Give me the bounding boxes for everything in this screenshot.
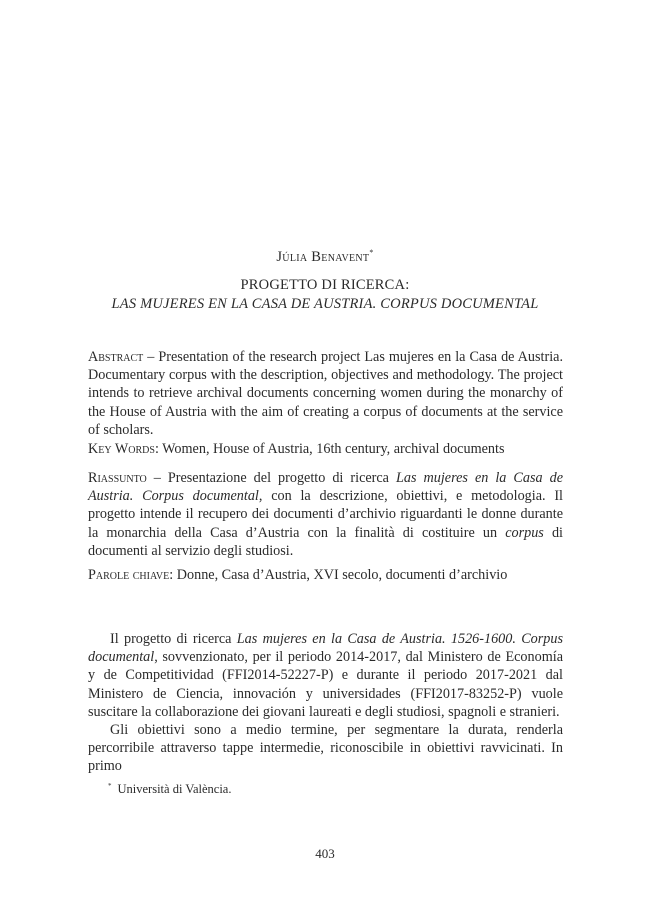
riassunto-text-a: Presentazione del progetto di ricerca	[167, 470, 396, 486]
riassunto	[88, 469, 563, 560]
riassunto-text-b: , con la descrizione, obiettivi, e metodologia. Il progetto intende il recupero dei documenti d’archivio riguardanti le donne durante la monarchia della Casa d’Austria con la finalità di costituire un	[88, 488, 564, 541]
parole-label: Parole chiave	[88, 567, 170, 583]
body-p1-a: Il progetto di ricerca	[110, 631, 237, 647]
riassunto-corpus: corpus	[505, 524, 544, 541]
riassunto-text-c: di documenti al servizio degli studiosi.	[88, 524, 563, 559]
abstract-sep: –	[143, 349, 159, 365]
parole-sep: :	[169, 567, 177, 583]
footnote-text: Università di València.	[117, 782, 232, 796]
riassunto-title: Las mujeres en la Casa de Austria. Corpus documental	[88, 470, 563, 505]
abstract-label: Abstract	[88, 349, 144, 365]
abstract	[88, 348, 563, 439]
body-p1-title: Las mujeres en la Casa de Austria. 1526-1600. Corpus documental	[88, 631, 564, 666]
riassunto-label: Riassunto	[88, 470, 147, 486]
keywords-sep: :	[154, 441, 163, 457]
author-line	[0, 248, 650, 266]
parole-chiave	[88, 566, 563, 584]
parole-text: Donne, Casa d’Austria, XVI secolo, documenti d’archivio	[176, 567, 508, 583]
main-body	[88, 630, 563, 776]
page-number: 403	[315, 846, 335, 861]
footnote-mark: *	[108, 782, 112, 790]
keywords-label: Key Words	[88, 441, 155, 457]
footnote	[108, 778, 231, 797]
article-title	[0, 276, 650, 314]
keywords-text: Women, House of Austria, 16th century, archival documents	[162, 441, 505, 457]
body-paragraph-2: Gli obiettivi sono a medio termine, per segmentare la durata, renderla percorribile attraverso tappe intermedie, riconoscibile in obiettivi ravvicinati. In primo	[88, 722, 563, 775]
title-line-1: PROGETTO DI RICERCA:	[240, 277, 410, 293]
author-footnote-mark: *	[369, 248, 374, 257]
body-p1-b: , sovvenzionato, per il periodo 2014-2017, dal Ministero de Economía y de Competitividad (FFI2014-52227-P) e durante il periodo 2017-2021 dal Ministero de Ciencia, innovación y universidades (FFI2017-83252-P) vuole suscitare la collaborazione dei giovani laureati e degli studiosi, spagnoli e stranieri.	[88, 649, 563, 720]
title-line-2: LAS MUJERES EN LA CASA DE AUSTRIA. CORPUS DOCUMENTAL	[111, 296, 539, 312]
body-paragraph-1	[88, 630, 563, 721]
riassunto-sep: –	[146, 470, 168, 486]
abstract-text: Presentation of the research project Las mujeres en la Casa de Austria. Documentary corpus with the description, objectives and methodology. The project intends to retrieve archival documents concerning women during the monarchy of the House of Austria with the aim of creating a corpus of documents at the service of scholars.	[88, 349, 563, 438]
author-name: Júlia Benavent	[276, 249, 370, 265]
keywords	[88, 440, 563, 458]
